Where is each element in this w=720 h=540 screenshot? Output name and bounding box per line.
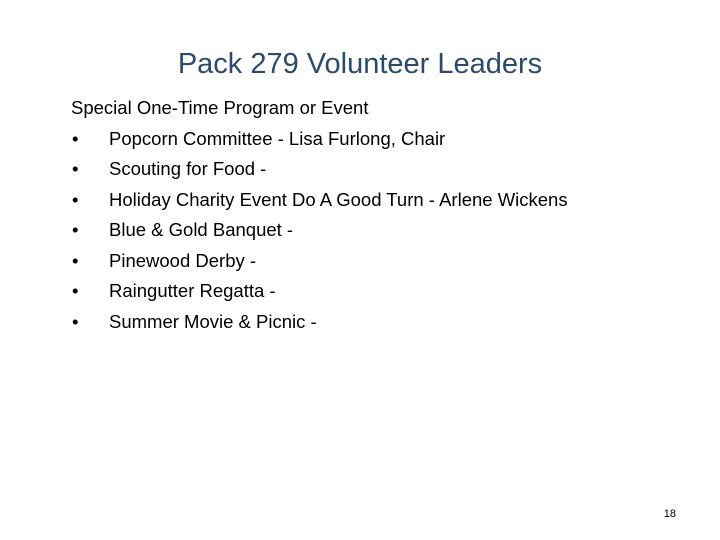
list-item: [71, 246, 691, 277]
list-item: [71, 185, 691, 216]
list-item-text: Summer Movie & Picnic -: [109, 310, 317, 332]
page-number: 18: [663, 508, 676, 520]
list-item: [71, 124, 691, 155]
bullet-icon: •: [72, 249, 79, 271]
list-item-text: Popcorn Committee - Lisa Furlong, Chair: [109, 127, 446, 149]
list-item: [71, 215, 691, 246]
bullet-icon: •: [72, 280, 79, 301]
bullet-icon: •: [72, 127, 79, 149]
bullet-list: [71, 124, 691, 338]
section-heading: Special One-Time Program or Event: [71, 97, 369, 118]
list-item: [71, 276, 691, 307]
list-item: [71, 307, 691, 338]
list-item-text: Pinewood Derby -: [109, 249, 257, 271]
list-item-text: Scouting for Food -: [109, 158, 267, 179]
slide-title: Pack 279 Volunteer Leaders: [177, 48, 543, 80]
bullet-icon: •: [72, 158, 79, 179]
bullet-icon: •: [72, 310, 79, 332]
slide-body: [71, 93, 691, 337]
list-item-text: Holiday Charity Event Do A Good Turn - Arlene Wickens: [109, 188, 568, 210]
list-item-text: Blue & Gold Banquet -: [109, 219, 294, 240]
bullet-icon: •: [72, 188, 79, 210]
list-item: [71, 154, 691, 185]
list-item-text: Raingutter Regatta -: [109, 280, 276, 301]
bullet-icon: •: [72, 219, 79, 240]
